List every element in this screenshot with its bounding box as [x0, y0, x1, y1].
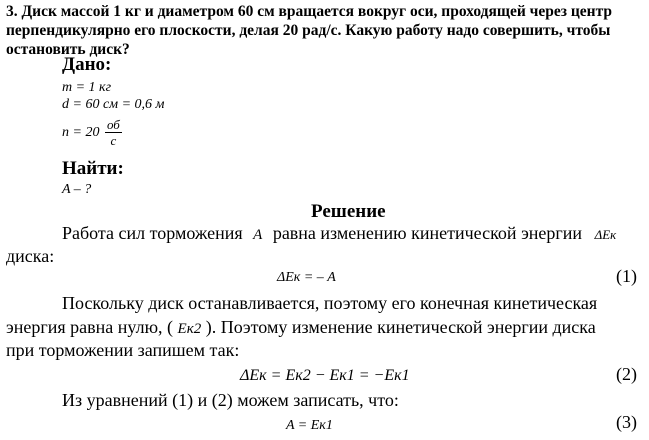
find-heading: Найти:: [62, 158, 124, 179]
p2-symbol: Eк2: [177, 321, 202, 337]
solution-paragraph-1: [62, 222, 616, 246]
problem-statement: [6, 2, 642, 59]
p1-text-c: диска:: [6, 246, 55, 266]
p1-delta-e: ΔEк: [594, 227, 617, 242]
p2-text-a: энергия равна нулю, (: [6, 317, 174, 337]
equation-3-number: (3): [616, 412, 637, 432]
rotation-unit-numerator: об: [106, 117, 120, 132]
p1-var-a: A: [253, 227, 263, 243]
p1-text-a: Работа сил торможения: [62, 223, 243, 243]
p1-text-b: равна изменению кинетической энергии: [272, 223, 583, 243]
given-diameter: d = 60 см = 0,6 м: [62, 97, 165, 112]
p2-line-3: при торможении запишем так:: [6, 340, 240, 360]
equation-1: ΔEк = – A: [277, 270, 336, 285]
equation-2-number: (2): [616, 364, 637, 384]
solution-heading: Решение: [311, 201, 386, 222]
given-mass: m = 1 кг: [62, 80, 112, 95]
find-value: A – ?: [62, 182, 92, 197]
equation-1-number: (1): [616, 266, 637, 286]
rotation-unit-denominator: с: [110, 133, 117, 148]
p3-text: Из уравнений (1) и (2) можем записать, что:: [62, 390, 399, 410]
given-rotation-prefix: n = 20: [62, 125, 100, 141]
given-heading: Дано:: [62, 54, 112, 75]
rotation-unit-fraction: [105, 118, 122, 148]
equation-2: ΔEк = Eк2 − Eк1 = −Eк1: [240, 367, 410, 384]
problem-text: Диск массой 1 кг и диаметром 60 см вращается вокруг оси, проходящей через центр перпендикулярно его плоскости, делая 20 рад/с. Какую работу надо совершить, чтобы остановить диск?: [6, 3, 613, 58]
p2-line-1: Поскольку диск останавливается, поэтому его конечная кинетическая: [62, 293, 598, 313]
given-rotation: [62, 118, 122, 148]
problem-number: 3.: [6, 3, 18, 20]
p2-line-2: [6, 316, 596, 340]
equation-3: A = Eк1: [286, 418, 333, 433]
p2-text-b: ). Поэтому изменение кинетической энергии диска: [205, 317, 596, 337]
